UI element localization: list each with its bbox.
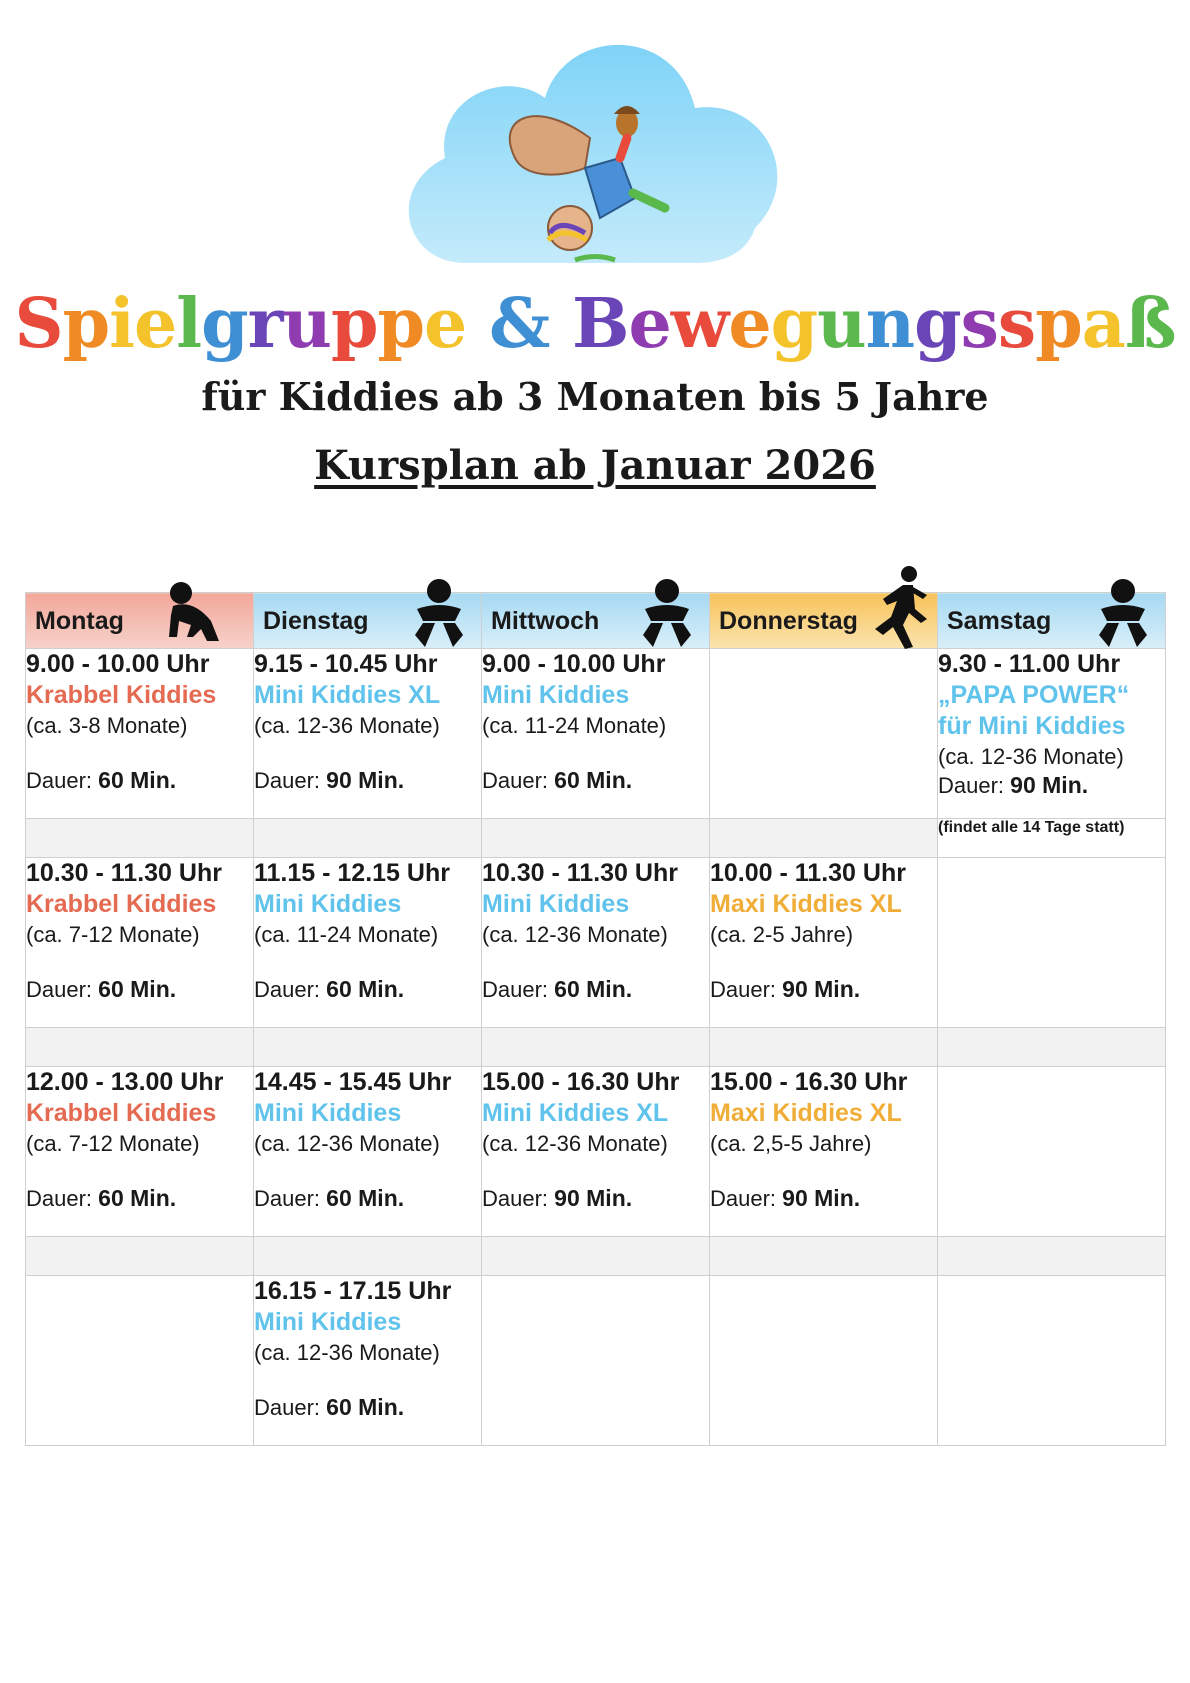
course-name: Krabbel Kiddies [26,1099,217,1127]
separator-cell [26,819,254,858]
duration-value: 60 Min. [554,976,633,1002]
course-name: Krabbel Kiddies [26,890,217,918]
course-time: 9.15 - 10.45 Uhr [254,650,438,678]
course-name: Mini Kiddies [482,681,630,709]
course-duration [26,975,253,1004]
course-duration [254,766,481,795]
course-duration [254,1393,481,1422]
title-letter: g [201,284,248,364]
course-age: (ca. 3-8 Monate) [26,713,188,738]
course-time: 10.30 - 11.30 Uhr [482,859,678,887]
duration-value: 60 Min. [326,1394,405,1420]
course-duration [26,766,253,795]
course-name: „PAPA POWER“ [938,681,1130,709]
day-header-mittwoch [482,593,710,649]
course-slot [710,858,938,1028]
empty-slot [710,1276,938,1446]
duration-label: Dauer: [254,1395,321,1420]
course-name: Maxi Kiddies XL [710,1099,902,1127]
day-header-dienstag [254,593,482,649]
title-letter: & [466,284,573,364]
course-time: 15.00 - 16.30 Uhr [482,1068,680,1096]
title-letter: e [424,284,467,364]
course-slot [254,1276,482,1446]
course-slot [482,858,710,1028]
empty-slot [710,649,938,819]
course-duration [254,1184,481,1213]
empty-slot [26,1276,254,1446]
course-age: (ca. 12-36 Monate) [254,713,440,738]
course-name: Maxi Kiddies XL [710,890,902,918]
duration-label: Dauer: [254,768,321,793]
duration-value: 90 Min. [782,1185,861,1211]
course-name-line2: für Mini Kiddies [938,712,1126,740]
course-slot [482,649,710,819]
course-slot [710,1067,938,1237]
title-letter: g [914,284,961,364]
duration-label: Dauer: [26,768,93,793]
duration-value: 90 Min. [554,1185,633,1211]
course-age: (ca. 7-12 Monate) [26,1131,200,1156]
course-slot [26,649,254,819]
separator-row [26,819,1166,858]
title-letter: n [865,284,915,364]
duration-value: 60 Min. [326,1185,405,1211]
separator-cell [254,1028,482,1067]
course-duration [710,1184,937,1213]
separator-cell [482,1237,710,1276]
schedule-row [26,1067,1166,1237]
day-header-samstag [938,593,1166,649]
duration-label: Dauer: [26,977,93,1002]
course-time: 14.45 - 15.45 Uhr [254,1068,452,1096]
day-header-donnerstag [710,593,938,649]
title-letter: p [1035,284,1082,364]
title-letter: p [62,284,110,364]
separator-cell [254,1237,482,1276]
duration-value: 90 Min. [326,767,405,793]
duration-value: 60 Min. [98,767,177,793]
duration-label: Dauer: [482,768,549,793]
separator-row [26,1028,1166,1067]
title-letter: p [330,284,378,364]
duration-value: 60 Min. [554,767,633,793]
separator-cell [26,1237,254,1276]
duration-value: 90 Min. [782,976,861,1002]
duration-value: 60 Min. [98,1185,177,1211]
course-time: 11.15 - 12.15 Uhr [254,859,450,887]
toddler-icon [411,571,467,651]
course-age: (ca. 12-36 Monate) [482,922,668,947]
day-label: Mittwoch [491,607,600,635]
title-letter: a [1081,284,1125,364]
samstag-note: (findet alle 14 Tage statt) [938,819,1166,858]
course-duration [482,766,709,795]
separator-cell [710,1237,938,1276]
course-slot [254,649,482,819]
title-letter: B [572,284,629,364]
course-slot [254,1067,482,1237]
course-age: (ca. 11-24 Monate) [254,922,439,947]
separator-cell [482,1028,710,1067]
title-letter: s [997,284,1036,364]
title-letter: w [670,284,729,364]
day-label: Samstag [947,607,1052,635]
empty-slot [938,1067,1166,1237]
course-duration [254,975,481,1004]
day-label: Donnerstag [719,607,858,635]
title-letter: e [728,284,771,364]
day-header-montag [26,593,254,649]
course-duration [482,1184,709,1213]
schedule-row [26,858,1166,1028]
running-child-icon [873,565,929,651]
course-time: 15.00 - 16.30 Uhr [710,1068,908,1096]
crawling-baby-icon [153,571,229,651]
course-duration [938,771,1165,800]
schedule-row [26,1276,1166,1446]
separator-cell [482,819,710,858]
title-letter: p [377,284,425,364]
course-slot [482,1067,710,1237]
title-letter: u [282,284,331,364]
course-age: (ca. 2,5-5 Jahre) [710,1131,872,1156]
course-time: 9.00 - 10.00 Uhr [26,650,210,678]
empty-slot [938,1276,1166,1446]
course-age: (ca. 12-36 Monate) [482,1131,668,1156]
title-letter: u [817,284,866,364]
course-name: Mini Kiddies [482,890,630,918]
separator-cell [710,819,938,858]
schedule-table [25,592,1166,1446]
course-name: Mini Kiddies XL [254,681,441,709]
duration-label: Dauer: [482,1186,549,1211]
course-age: (ca. 12-36 Monate) [938,744,1124,769]
separator-row [26,1237,1166,1276]
schedule-row [26,649,1166,819]
course-name: Krabbel Kiddies [26,681,217,709]
course-slot [26,858,254,1028]
day-label: Dienstag [263,607,369,635]
title-letter: S [14,284,63,364]
course-time: 10.00 - 11.30 Uhr [710,859,906,887]
duration-label: Dauer: [254,977,321,1002]
title-letter: g [770,284,818,364]
duration-label: Dauer: [710,1186,777,1211]
course-age: (ca. 7-12 Monate) [26,922,200,947]
course-duration [710,975,937,1004]
toddler-icon [1095,571,1151,651]
empty-slot [938,858,1166,1028]
course-name: Mini Kiddies [254,1308,402,1336]
course-slot [26,1067,254,1237]
toddler-icon [639,571,695,651]
duration-label: Dauer: [254,1186,321,1211]
course-name: Mini Kiddies XL [482,1099,669,1127]
title-letter: r [247,284,283,364]
duration-label: Dauer: [482,977,549,1002]
duration-value: 60 Min. [326,976,405,1002]
duration-label: Dauer: [938,773,1005,798]
separator-cell [26,1028,254,1067]
duration-value: 60 Min. [98,976,177,1002]
day-label: Montag [35,607,124,635]
course-time: 9.00 - 10.00 Uhr [482,650,666,678]
empty-slot [482,1276,710,1446]
title-letter: s [960,284,998,364]
squirrel-cloud-logo [395,28,795,273]
separator-cell [938,1237,1166,1276]
course-slot [938,649,1166,819]
title-letter: e [134,284,177,364]
title-letter: e [628,284,671,364]
title-letter: i [109,284,134,364]
subtitle: für Kiddies ab 3 Monaten bis 5 Jahre [201,374,989,419]
course-time: 9.30 - 11.00 Uhr [938,650,1121,678]
course-slot [254,858,482,1028]
course-duration [482,975,709,1004]
course-age: (ca. 2-5 Jahre) [710,922,854,947]
duration-label: Dauer: [710,977,777,1002]
course-duration [26,1184,253,1213]
separator-cell [254,819,482,858]
course-age: (ca. 12-36 Monate) [254,1131,440,1156]
separator-cell [710,1028,938,1067]
course-time: 12.00 - 13.00 Uhr [26,1068,224,1096]
separator-cell [938,1028,1166,1067]
title-letter: l [176,284,202,364]
course-time: 10.30 - 11.30 Uhr [26,859,222,887]
title-letter: ß [1124,284,1176,364]
main-title [0,284,1190,364]
day-header-row [26,593,1166,649]
course-name: Mini Kiddies [254,1099,402,1127]
duration-value: 90 Min. [1010,772,1089,798]
course-age: (ca. 12-36 Monate) [254,1340,440,1365]
course-time: 16.15 - 17.15 Uhr [254,1277,452,1305]
course-name: Mini Kiddies [254,890,402,918]
duration-label: Dauer: [26,1186,93,1211]
course-age: (ca. 11-24 Monate) [482,713,667,738]
plan-title: Kursplan ab Januar 2026 [314,442,876,489]
